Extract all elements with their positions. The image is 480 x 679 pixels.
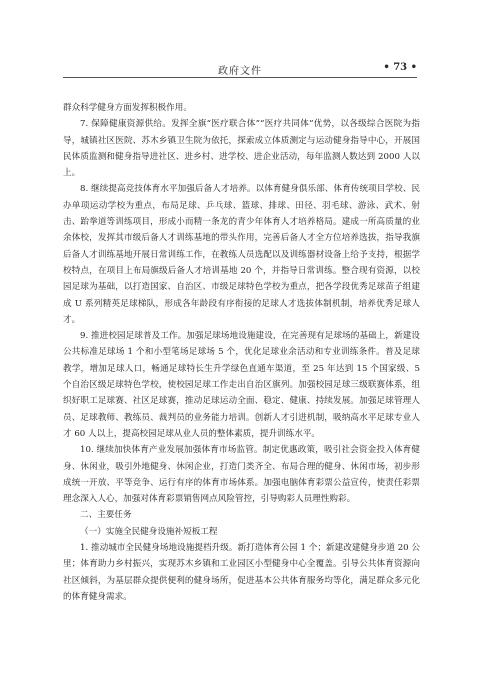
paragraph: 9. 推进校园足球普及工作。加强足球场地设施建设，在完善现有足球场的基础上，新建设公共标准足球场 1 个和小型笔场足球场 5 个，优化足球业余活动和专业训练条件。普及足球教学，增加足球人口，畅通足球特长生升学绿色直通车渠道，至 25 年达到 15 个国家级、5 个自治区级足球特色学校，使校园足球工作走出自治区旗列。加强校园足球三级联赛体系，组织好职工足球赛、社区足球赛，推动足球运动全面、稳定、健康、持续发展。加强足球管理人员、足球教师、教练员、裁判员的业务能力培训。创新人才引进机制，吸纳高水平足球专业人才 60 人以上，提高校园足球从业人员的整体素质，提升训练水平。 <box>63 331 420 439</box>
paragraph: 群众科学健身方面发挥积极作用。 <box>63 103 192 113</box>
subsection-heading: （一）实施全民健身设施补短板工程 <box>80 526 218 537</box>
paragraph: 8. 继续提高竞技体育水平加强后备人才培养。以体育健身俱乐部、体育传统项目学校、民办单项运动学校为重点，布局足球、乒乓球、篮球、排球、田径、羽毛球、游泳、武术、射击、跆拳道等训练项目，形成小而精一条龙的青少年体育人才培养格局。建成一所高质量的业余体校，发挥其市级后备人才训练基地的带头作用，完善后备人才全方位培养选拔，指导我旗后备人才训练基地开展日常训练工作，在教练人员选配以及训练器材设备上给予支持，根据学校特点，在项目上布局旗级后备人才培训基地 20 个，并指导日常训练。整合现有资源，以校园足球为基础，以打造国家、自治区、市级足球特色学校为重点，把各学段优秀足球苗子组建成 U 系列精英足球梯队，形成各年龄段有序衔接的足球人才选拔体制机制，培养优秀足球人才。 <box>63 184 420 325</box>
section-heading: 二、主要任务 <box>80 510 132 521</box>
page-number: • 73 • <box>383 62 417 73</box>
header-rule <box>63 77 417 78</box>
paragraph: 7. 保障健康资源供给。发挥全旗“医疗联合体”“医疗共同体”优势，以各级综合医院为指导，城镇社区医院、苏木乡镇卫生院为依托，探索成立体质测定与运动健身指导中心，开展国民体质监测和健身指导进社区、进乡村、进学校、进企业活动，每年监测人数达到 2000 人以上。 <box>63 119 420 179</box>
paragraph: 10. 继续加快体育产业发展加强体育市场监管。制定优惠政策，吸引社会资金投入体育健身、休闲业，吸引外地健身、休闲企业，打造门类齐全、布局合理的健身、休闲市场，初步形成统一开放、平等竞争、运行有序的体育市场体系。加强电脑体育彩票公益宣传，使责任彩票理念深入人心，加强对体育彩票销售网点风险管控，引导购彩人员理性购彩。 <box>63 445 420 505</box>
page-header <box>63 60 417 76</box>
header-title: 政府文件 <box>218 66 262 77</box>
body-text <box>63 100 420 605</box>
paragraph: 1. 推动城市全民健身场地设施提档升级。新打造体育公园 1 个；新建改建健身步道 20 公里；体育助力乡村振兴，实现苏木乡镇和工业园区小型健身中心全覆盖。引导公共体育资源向社区倾斜，为基层群众提供便利的健身场所，促进基本公共体育服务均等化，满足群众多元化的体育健身需求。 <box>63 543 420 602</box>
